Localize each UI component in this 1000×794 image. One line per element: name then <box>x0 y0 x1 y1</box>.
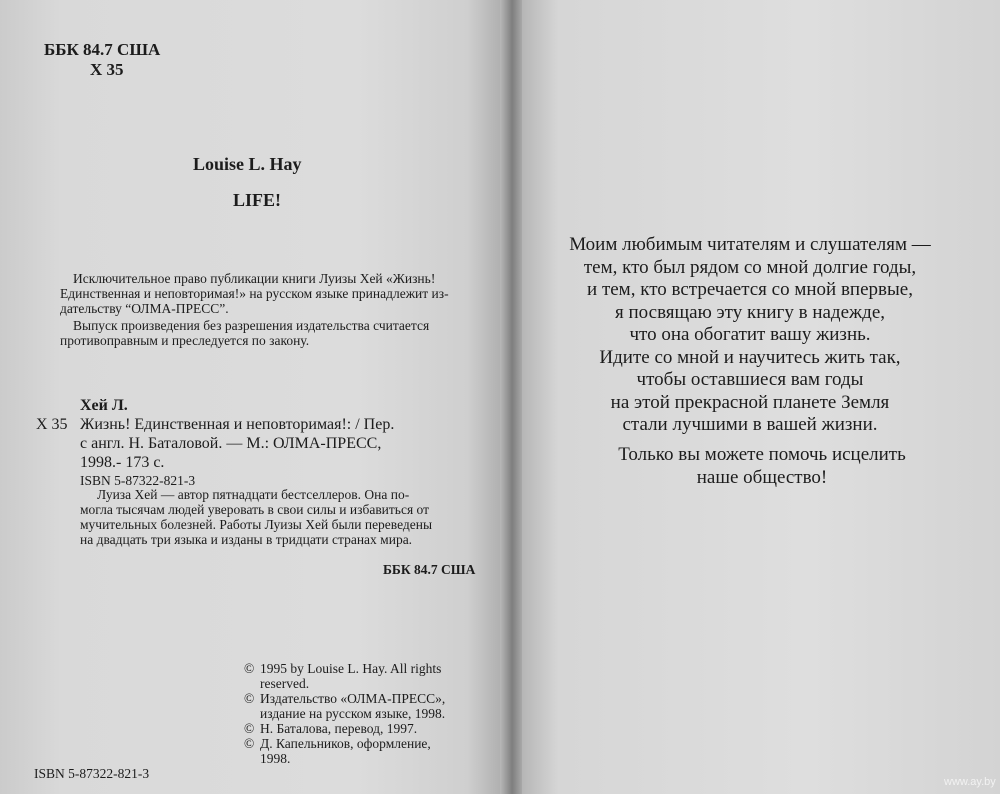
annotation-line: могла тысячам людей уверовать в свои силы и избавиться от <box>80 502 430 517</box>
law-line: Выпуск произведения без разрешения издательства считается <box>73 318 430 333</box>
annotation-line: Луиза Хей — автор пятнадцати бестселлеров. Она по- <box>97 487 410 502</box>
closing-line: Только вы можете помочь исцелить <box>618 444 906 465</box>
copyright-line: 1998. <box>260 751 291 766</box>
catalog-line: Жизнь! Единственная и неповторимая!: / Пер. <box>80 416 395 433</box>
copyright-line: Издательство «ОЛМА-ПРЕСС», <box>260 691 446 706</box>
rights-line: Единственная и неповторимая!» на русском языке принадлежит из- <box>60 286 449 301</box>
copyright-line: Н. Баталова, перевод, 1997. <box>260 721 418 736</box>
annotation-line: мучительных болезней. Работы Луизы Хей были переведены <box>80 517 433 532</box>
dedication-line: Моим любимым читателям и слушателям — <box>569 234 931 255</box>
annotation-paragraph <box>80 487 432 547</box>
book-gutter <box>500 0 522 794</box>
dedication <box>530 234 970 437</box>
dedication-line: на этой прекрасной планете Земля <box>610 391 890 413</box>
dedication-line: тем, кто был рядом со мной долгие годы, <box>583 256 917 278</box>
dedication-line: я посвящаю эту книгу в надежде, <box>615 301 885 323</box>
catalog-entry <box>80 415 394 472</box>
author-name-en: Louise L. Hay <box>193 154 302 174</box>
watermark: www.ay.by <box>944 776 996 788</box>
dedication-line: стали лучшими в вашей жизни. <box>622 414 878 435</box>
copyright-line: reserved. <box>260 676 310 691</box>
copyright-symbol: © <box>244 661 255 676</box>
closing-statement <box>542 444 982 489</box>
closing-line: наше общество! <box>696 466 828 488</box>
copyright-entry <box>244 691 445 706</box>
copyright-entry <box>244 751 445 766</box>
copyright-symbol: © <box>244 721 255 736</box>
bbk-code-bottom: ББК 84.7 США <box>383 562 476 577</box>
copyright-entry <box>244 736 445 751</box>
book-title-en: LIFE! <box>233 190 282 210</box>
dedication-line: Идите со мной и научитесь жить так, <box>599 346 901 368</box>
copyright-line: Д. Капельников, оформление, <box>260 736 431 751</box>
annotation-line: на двадцать три языка и изданы в тридцати странах мира. <box>80 532 413 547</box>
dedication-line: и тем, кто встречается со мной впервые, <box>587 279 913 300</box>
catalog-author: Хей Л. <box>80 397 128 414</box>
rights-line: Исключительное право публикации книги Луизы Хей «Жизнь! <box>73 271 436 286</box>
copyright-entry <box>244 721 445 736</box>
law-line: противоправным и преследуется по закону. <box>60 333 310 348</box>
dedication-line: чтобы оставшиеся вам годы <box>636 369 864 390</box>
rights-line: дательству “ОЛМА-ПРЕСС”. <box>60 301 229 316</box>
copyright-line: издание на русском языке, 1998. <box>260 706 446 721</box>
dedication-line: что она обогатит вашу жизнь. <box>629 324 871 345</box>
author-index-top: Х 35 <box>90 60 124 79</box>
copyright-block <box>244 661 445 766</box>
bbk-code-top: ББК 84.7 США <box>44 40 161 59</box>
catalog-index: Х 35 <box>36 416 68 433</box>
law-paragraph <box>60 318 429 348</box>
copyright-entry <box>244 676 445 691</box>
copyright-entry <box>244 706 445 721</box>
copyright-line: 1995 by Louise L. Hay. All rights <box>260 661 442 676</box>
catalog-line: с англ. Н. Баталовой. — М.: ОЛМА-ПРЕСС, <box>80 435 382 452</box>
catalog-isbn: ISBN 5-87322-821-3 <box>80 473 196 488</box>
isbn-bottom: ISBN 5-87322-821-3 <box>34 766 150 781</box>
rights-paragraph <box>60 271 449 316</box>
copyright-entry <box>244 661 445 676</box>
copyright-symbol: © <box>244 736 255 751</box>
copyright-symbol: © <box>244 691 255 706</box>
catalog-line: 1998.- 173 с. <box>80 454 165 471</box>
